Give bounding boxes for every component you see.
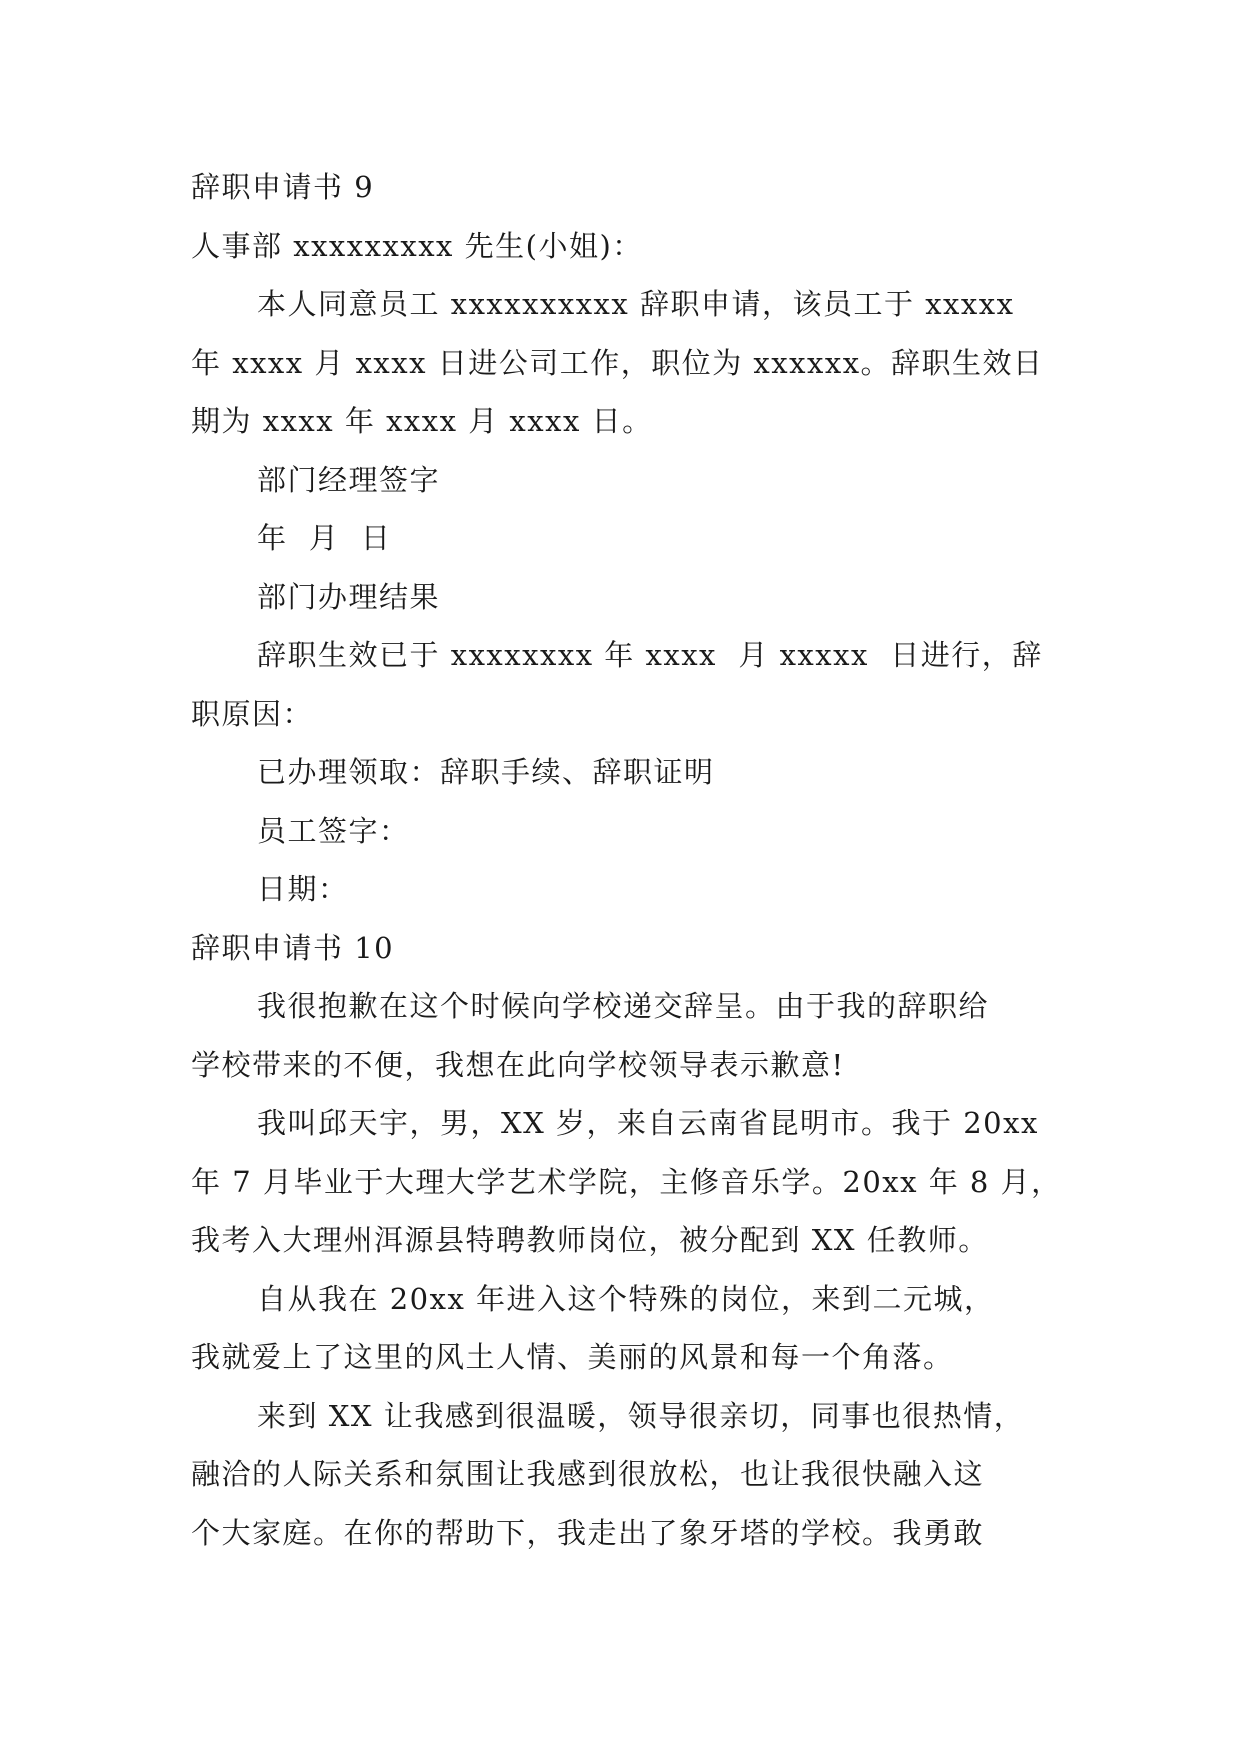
section9-title: 辞职申请书 9 [191,170,375,204]
section9-employee-sign: 员工签字： [257,813,410,848]
section10-title: 辞职申请书 10 [191,930,395,965]
section9-para1-line2: 年 xxxx 月 xxxx 日进公司工作，职位为 xxxxxx。辞职生效日 [191,345,1044,380]
section9-dept-result: 部门办理结果 [257,579,441,614]
section9-salutation: 人事部 xxxxxxxxx 先生(小姐)： [191,228,643,263]
section10-para4-line3: 个大家庭。在你的帮助下，我走出了象牙塔的学校。我勇敢 [191,1515,985,1550]
section10-para2-line2: 年 7 月毕业于大理大学艺术学院，主修音乐学。20xx 年 8 月， [191,1164,1062,1199]
section9-para1-line1: 本人同意员工 xxxxxxxxxx 辞职申请，该员工于 xxxxx [257,287,1015,321]
section10-para3-line1: 自从我在 20xx 年进入这个特殊的岗位，来到二元城， [257,1281,995,1316]
section9-para1-line3: 期为 xxxx 年 xxxx 月 xxxx 日。 [191,404,653,438]
section9-procedures: 已办理领取：辞职手续、辞职证明 [257,755,715,789]
section10-para1-line2: 学校带来的不便，我想在此向学校领导表示歉意! [191,1047,845,1082]
section10-para2-line3: 我考入大理州洱源县特聘教师岗位，被分配到 XX 任教师。 [191,1223,989,1257]
section10-para4-line2: 融洽的人际关系和氛围让我感到很放松，也让我很快融入这 [191,1457,985,1491]
section9-date-line: 年 月 日 [257,521,392,555]
section10-para4-line1: 来到 XX 让我感到很温暖，领导很亲切，同事也很热情， [257,1398,1025,1433]
section10-para3-line2: 我就爱上了这里的风土人情、美丽的风景和每一个角落。 [191,1340,954,1374]
section9-manager-sign: 部门经理签字 [257,462,441,497]
section10-para1-line1: 我很抱歉在这个时候向学校递交辞呈。由于我的辞职给 [257,989,990,1023]
section10-para2-line1: 我叫邱天宇，男，XX 岁，来自云南省昆明市。我于 20xx [257,1106,1039,1140]
section9-date-label: 日期： [257,872,349,906]
section9-para2-line1: 辞职生效已于 xxxxxxxx 年 xxxx 月 xxxxx 日进行，辞 [257,638,1043,672]
document-body [191,158,1061,1562]
section9-para2-line2: 职原因： [191,696,314,731]
